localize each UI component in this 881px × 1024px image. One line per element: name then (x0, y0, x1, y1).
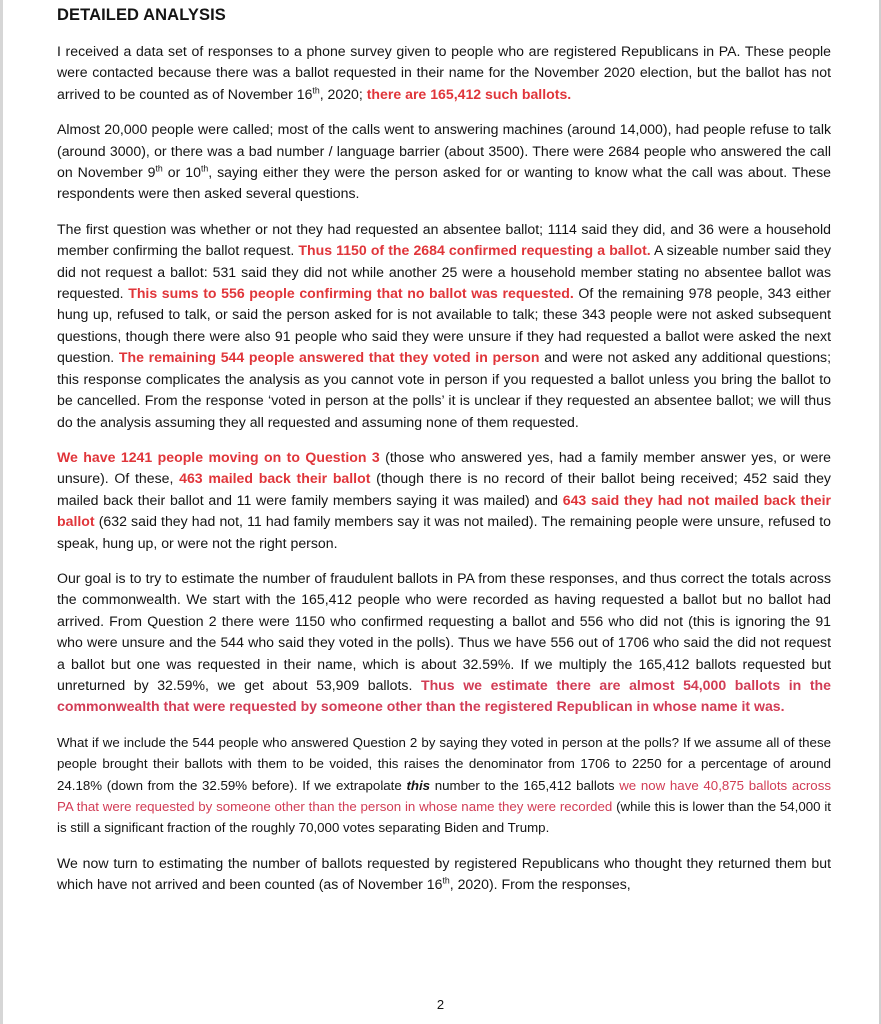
text-run: I received a data set of responses to a phone survey given to people who are registered Republicans in PA. These people were contacted because there was a ballot requested in their name for the November 2020 election, but the ballot has not arrived to be counted as of November 16 (57, 43, 831, 102)
superscript: th (200, 163, 209, 174)
highlighted-text: this (406, 777, 431, 793)
highlighted-text: we now have 40,875 ballots across PA that were requested by someone other than the person in whose name they were recorded (57, 777, 831, 814)
text-run: We now turn to estimating the number of ballots requested by registered Republicans who thought they returned them but which have not arrived and been counted (as of November 16 (57, 854, 831, 893)
paragraph-2 (57, 119, 831, 205)
paragraph-5 (57, 568, 831, 718)
highlighted-text: 463 mailed back their ballot (179, 470, 371, 487)
highlighted-text: The remaining 544 people answered that they voted in person (118, 349, 540, 366)
paragraph-6 (57, 732, 831, 839)
text-run: Our goal is to try to estimate the number of fraudulent ballots in PA from these responses, and thus correct the totals across the commonwealth. We start with the 165,412 people who were recorded as having requested a ballot but no ballot had arrived. From Question 2 there were 1150 who confirmed requesting a ballot and 556 who did not (this is ignoring the 91 who were unsure and the 544 who said they voted in the polls). Thus we have 556 out of 1706 who said the did not request a ballot but one was requested in their name, which is about 32.59%. If we multiply the 165,412 ballots requested but unreturned by 32.59%, we get about 53,909 ballots. (57, 569, 831, 693)
text-run: , 2020; (319, 85, 367, 102)
text-run: , 2020). From the responses, (449, 876, 631, 893)
superscript: th (312, 85, 320, 96)
highlighted-text: there are 165,412 such ballots. (366, 85, 572, 102)
paragraph-7 (57, 853, 831, 896)
superscript: th (155, 163, 163, 174)
text-run: (those who answered yes, had a family member answer yes, or were unsure). Of these, (57, 448, 831, 487)
body-text (57, 41, 831, 896)
paragraph-1 (57, 41, 831, 105)
section-heading: DETAILED ANALYSIS (57, 6, 226, 24)
text-run: (632 said they had not, 11 had family members say it was not mailed). The remaining people were unsure, refused to speak, hung up, or were not the right person. (57, 513, 831, 551)
text-run: number to the 165,412 ballots (430, 777, 620, 793)
page-edge-left (0, 0, 3, 1024)
page-number: 2 (436, 997, 445, 1012)
text-run: and were not asked any additional questions; this response complicates the analysis as you cannot vote in person if you requested a ballot unless you bring the ballot to be cancelled. From the response ‘voted in person at the polls’ it is unclear if they requested an absentee ballot; we will thus do the analysis assuming they all requested and assuming none of them requested. (57, 349, 832, 430)
text-run: , saying either they were the person asked for or wanting to know what the call was about. These respondents were then asked several questions. (57, 164, 832, 202)
text-run: (though there is no record of their ballot being received; 452 said they mailed back their ballot and 11 were family members saying it was mailed) and (57, 470, 831, 508)
paragraph-3 (57, 219, 831, 433)
highlighted-text: We have 1241 people moving on to Question 3 (57, 448, 380, 465)
paragraph-4 (57, 447, 831, 554)
text-run: or 10 (162, 164, 201, 181)
text-run: Of the remaining 978 people, 343 either hung up, refused to talk, or said the person asked for is not available to talk; these 343 people were not asked subsequent questions, though there were also 91 people who said they were unsure if they had requested a ballot were asked the next question. (57, 285, 831, 366)
text-run: (while this is lower than the 54,000 it is still a significant fraction of the roughly 70,000 votes separating Biden and Trump. (57, 799, 831, 836)
text-run: Almost 20,000 people were called; most of the calls went to answering machines (around 14,000), had people refuse to talk (around 3000), or there was a bad number / language barrier (about 3500). There were 2684 people who answered the call on November 9 (57, 121, 831, 181)
superscript: th (442, 875, 450, 886)
text-run: The first question was whether or not they had requested an absentee ballot; 1114 said they did, and 36 were a household member confirming the ballot request. (57, 220, 831, 259)
highlighted-text: 643 said they had not mailed back their ballot (57, 491, 831, 530)
highlighted-text: This sums to 556 people confirming that no ballot was requested. (128, 285, 574, 302)
highlighted-text: Thus we estimate there are almost 54,000 ballots in the commonwealth that were requested by someone other than the registered Republican in whose name it was. (57, 676, 831, 715)
text-run: What if we include the 544 people who answered Question 2 by saying they voted in person at the polls? If we assume all of these people brought their ballots with them to be voided, this raises the denominator from 1706 to 2250 for a percentage of around 24.18% (down from the 32.59% before). If we extrapolate (57, 734, 831, 793)
highlighted-text: Thus 1150 of the 2684 confirmed requesting a ballot. (298, 242, 651, 259)
text-run: A sizeable number said they did not request a ballot: 531 said they did not while another 25 were a household member stating no absentee ballot was requested. (57, 242, 831, 302)
